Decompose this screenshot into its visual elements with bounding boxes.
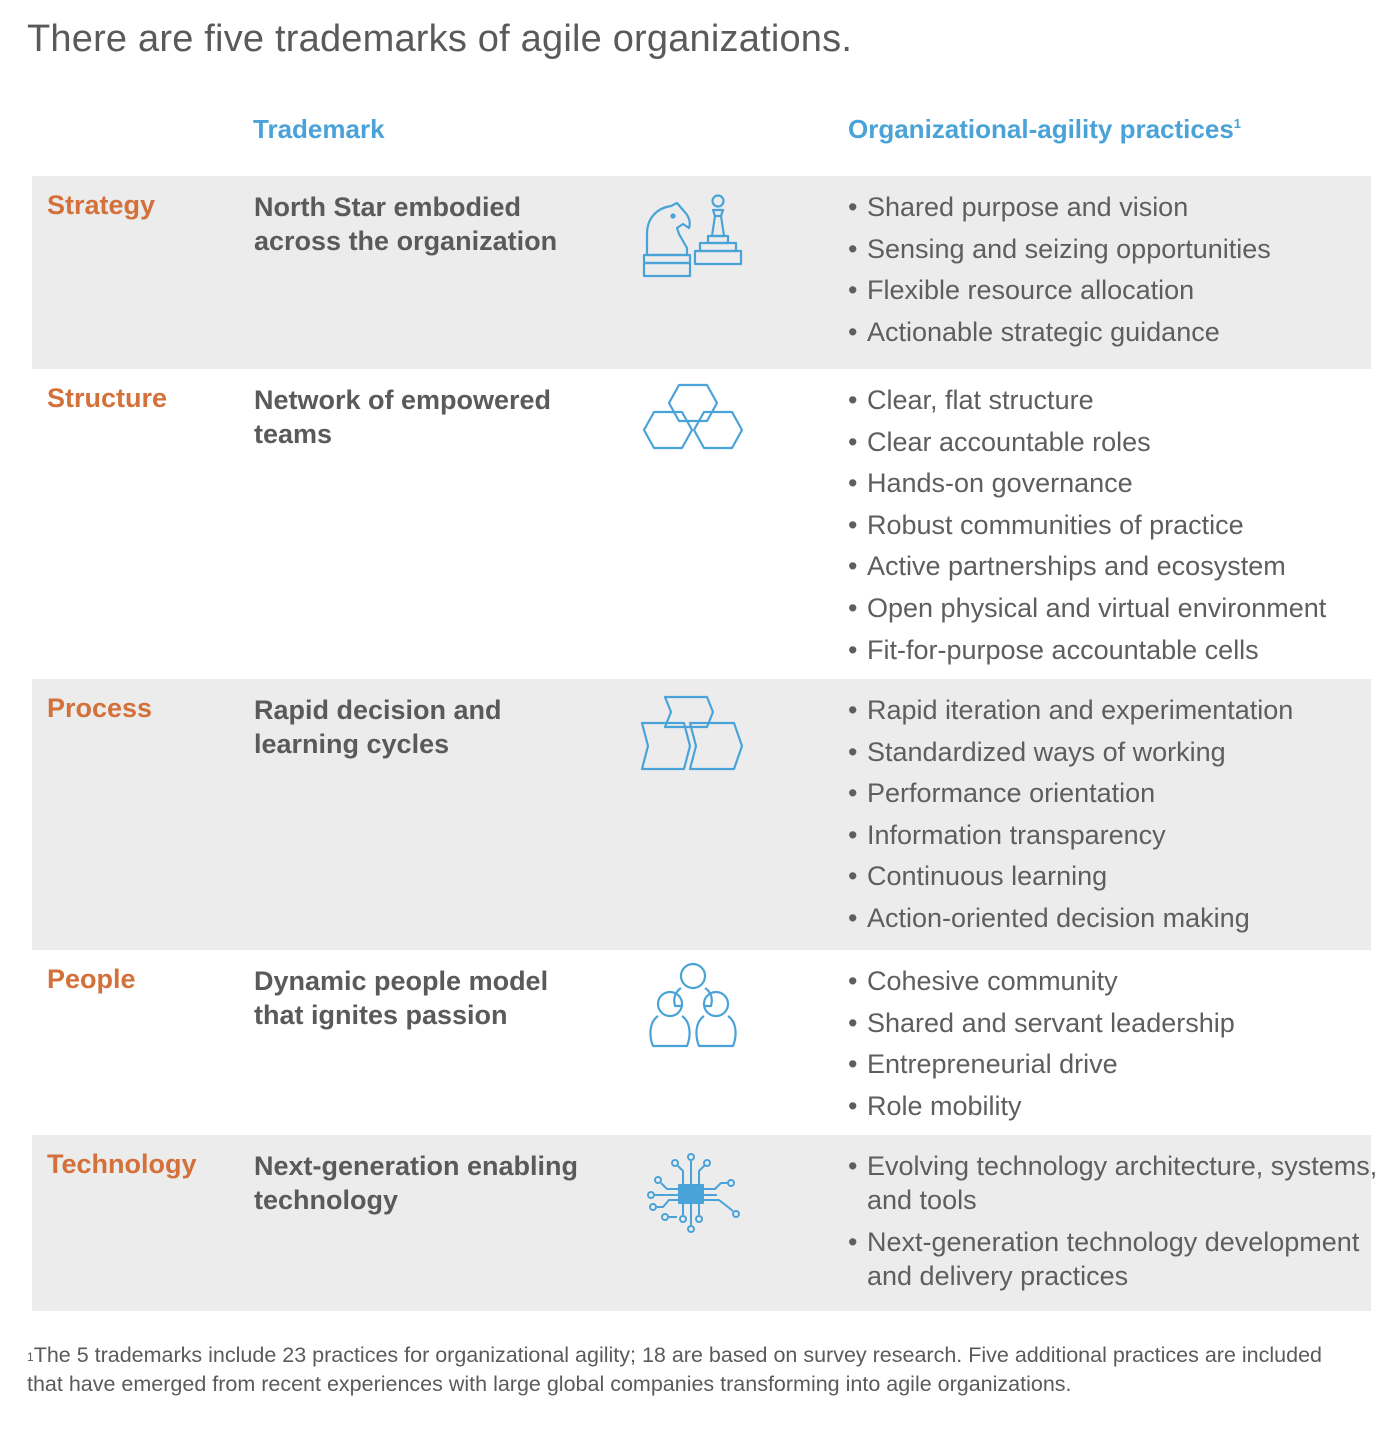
- list-item: • Entrepreneurial drive: [848, 1047, 1378, 1081]
- table-row-people: [32, 950, 1371, 1135]
- practices-list: [848, 964, 1378, 1130]
- interlocking-hexagons-icon: [637, 381, 747, 481]
- list-item: • Flexible resource allocation: [848, 273, 1378, 307]
- footnote: [27, 1341, 1347, 1399]
- list-item: • Information transparency: [848, 818, 1378, 852]
- list-item: • Hands-on governance: [848, 466, 1378, 500]
- table-row-process: [32, 679, 1371, 950]
- list-item: • Shared and servant leadership: [848, 1006, 1378, 1040]
- trademark-text: Network of empowered teams: [254, 385, 552, 449]
- table-row-technology: [32, 1135, 1378, 1311]
- practices-column-header: [848, 114, 1241, 145]
- category-label: Technology: [47, 1149, 197, 1179]
- chevron-shapes-icon: [637, 691, 747, 791]
- page-title: There are five trademarks of agile organizations.: [27, 18, 853, 60]
- list-item: • Performance orientation: [848, 776, 1378, 810]
- list-item: • Shared purpose and vision: [848, 190, 1378, 224]
- practices-list: [848, 1149, 1378, 1300]
- list-item: • Role mobility: [848, 1089, 1378, 1123]
- category-label: Strategy: [47, 190, 156, 220]
- category-label: Structure: [47, 383, 168, 413]
- trademark-text: North Star embodied across the organization: [254, 192, 558, 256]
- practices-list: [848, 383, 1378, 674]
- category-label: People: [47, 964, 136, 994]
- list-item: • Evolving technology architecture, systems, and tools: [848, 1149, 1378, 1217]
- trademarks-table: [32, 176, 1378, 1311]
- list-item: • Open physical and virtual environment: [848, 591, 1378, 625]
- table-row-strategy: [32, 176, 1371, 369]
- circuit-chip-icon: [637, 1147, 747, 1247]
- list-item: • Actionable strategic guidance: [848, 315, 1378, 349]
- category-label: Process: [47, 693, 153, 723]
- list-item: • Rapid iteration and experimentation: [848, 693, 1378, 727]
- table-row-structure: [32, 369, 1371, 679]
- practices-list: [848, 693, 1378, 943]
- practices-header-label: Organizational-agility practices: [848, 114, 1234, 144]
- list-item: • Active partnerships and ecosystem: [848, 549, 1378, 583]
- practices-list: [848, 190, 1378, 356]
- people-group-icon: [637, 962, 747, 1062]
- list-item: • Clear accountable roles: [848, 425, 1378, 459]
- list-item: • Standardized ways of working: [848, 735, 1378, 769]
- trademark-text: Rapid decision and learning cycles: [254, 695, 502, 759]
- footnote-text: The 5 trademarks include 23 practices for organizational agility; 18 are based on survey research. Five additional practices are included that have emerged from recent experiences with large global companies transforming into agile organizations.: [27, 1343, 1322, 1396]
- list-item: • Continuous learning: [848, 859, 1378, 893]
- list-item: • Cohesive community: [848, 964, 1378, 998]
- list-item: • Robust communities of practice: [848, 508, 1378, 542]
- footnote-marker: 1: [1233, 116, 1242, 131]
- list-item: • Action-oriented decision making: [848, 901, 1378, 935]
- list-item: • Fit-for-purpose accountable cells: [848, 633, 1378, 667]
- chess-pieces-icon: [637, 188, 747, 288]
- list-item: • Sensing and seizing opportunities: [848, 232, 1378, 266]
- trademark-text: Dynamic people model that ignites passion: [254, 966, 549, 1030]
- trademark-text: Next-generation enabling technology: [254, 1151, 579, 1215]
- list-item: • Clear, flat structure: [848, 383, 1378, 417]
- list-item: • Next-generation technology development and delivery practices: [848, 1225, 1378, 1293]
- trademark-column-header: Trademark: [253, 114, 385, 144]
- footnote-mark: 1: [27, 1350, 34, 1364]
